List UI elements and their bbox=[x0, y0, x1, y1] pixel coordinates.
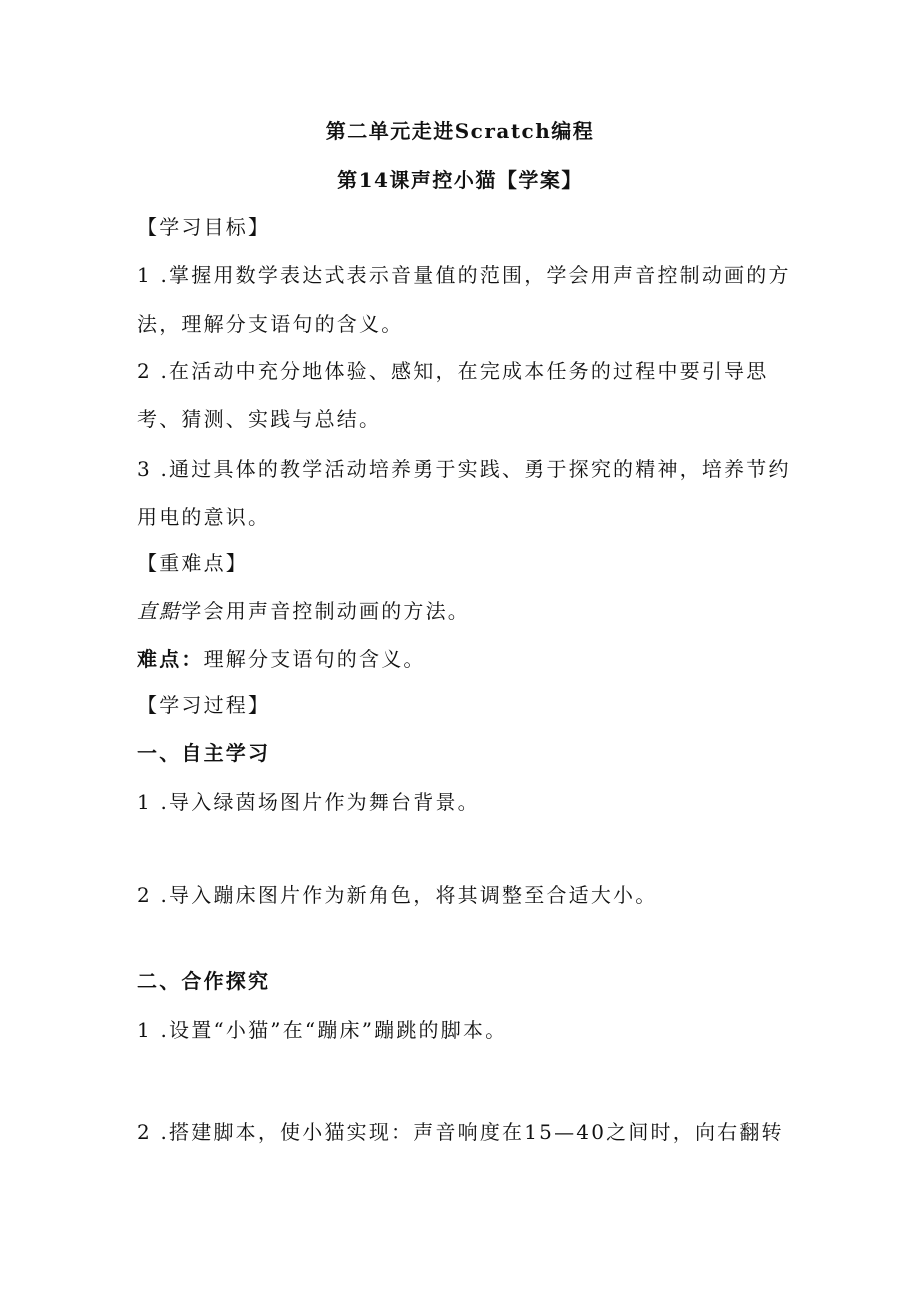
document-subtitle: 第14课声控小猫【学案】 bbox=[337, 168, 583, 192]
objective-2-line-1: 2 .在活动中充分地体验、感知，在完成本任务的过程中要引导思 bbox=[137, 359, 769, 383]
document-title: 第二单元走进Scratch编程 bbox=[325, 119, 595, 143]
difficulty-label: 难点： bbox=[137, 647, 204, 671]
difficulty-text: 理解分支语句的含义。 bbox=[203, 647, 426, 671]
objective-3-line-2: 用电的意识。 bbox=[137, 505, 271, 529]
objective-3-line-1: 3 .通过具体的教学活动培养勇于实践、勇于探究的精神，培养节约 bbox=[137, 457, 791, 481]
key-points-heading: 【重难点】 bbox=[137, 551, 248, 575]
process-heading: 【学习过程】 bbox=[137, 693, 271, 717]
objective-2-line-2: 考、猜测、实践与总结。 bbox=[137, 407, 382, 431]
objective-1-line-2: 法，理解分支语句的含义。 bbox=[137, 312, 404, 336]
part1-item-1: 1 .导入绿茵场图片作为舞台背景。 bbox=[137, 790, 480, 814]
part1-heading: 一、自主学习 bbox=[137, 741, 271, 765]
key-point-label: 直黠 bbox=[137, 599, 182, 623]
objective-1-line-1: 1 .掌握用数学表达式表示音量值的范围，学会用声音控制动画的方 bbox=[137, 263, 791, 287]
part1-item-2: 2 .导入蹦床图片作为新角色，将其调整至合适大小。 bbox=[137, 883, 658, 907]
part2-heading: 二、合作探究 bbox=[137, 969, 271, 993]
objectives-heading: 【学习目标】 bbox=[137, 215, 271, 239]
key-point-row bbox=[137, 597, 470, 625]
key-point-text: 学会用声音控制动画的方法。 bbox=[181, 599, 471, 623]
difficulty-row bbox=[137, 645, 426, 673]
part2-item-1: 1 .设置“小猫”在“蹦床”蹦跳的脚本。 bbox=[137, 1018, 508, 1042]
part2-item-2: 2 .搭建脚本，使小猫实现：声音响度在15—40之间时，向右翻转 bbox=[137, 1120, 784, 1144]
